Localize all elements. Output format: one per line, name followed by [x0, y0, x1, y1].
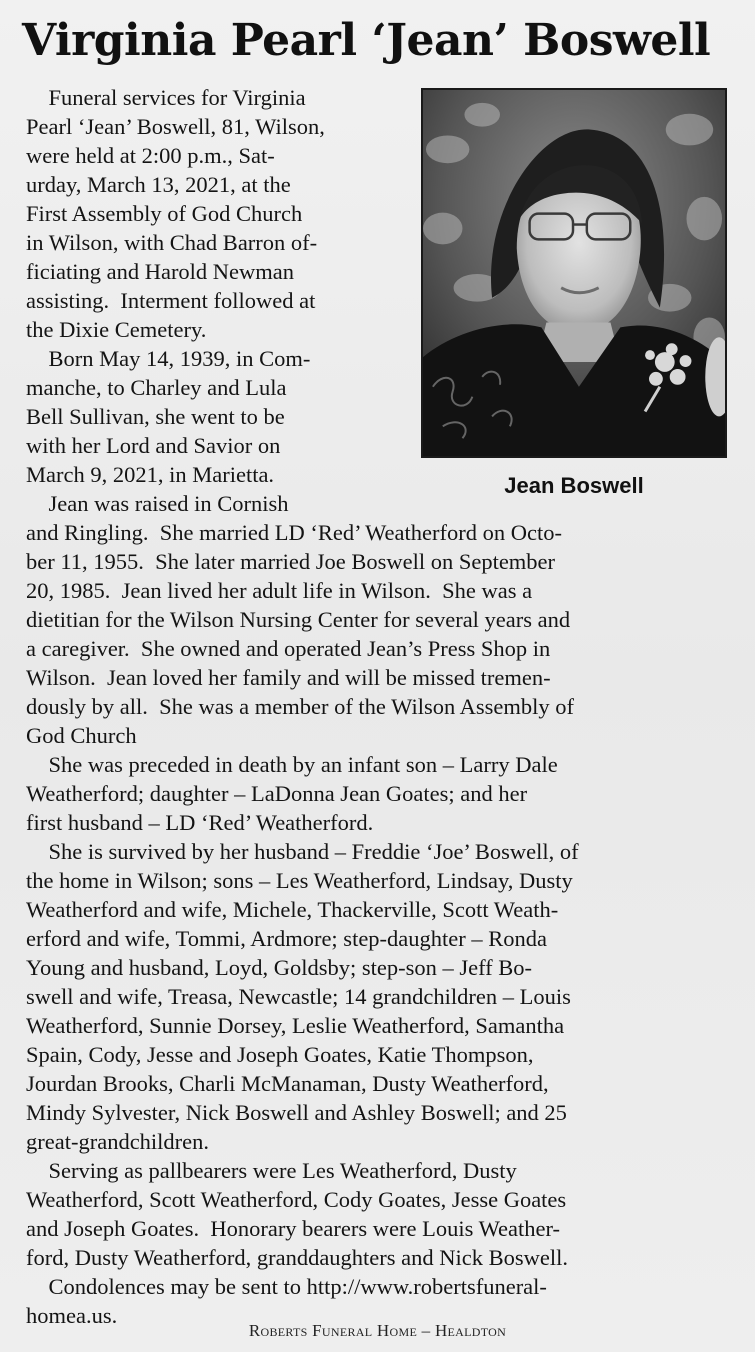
body-line: great-grandchildren.	[26, 1129, 210, 1154]
body-line: Born May 14, 1939, in Com-	[26, 346, 311, 371]
body-line: assisting. Interment followed at	[26, 288, 316, 313]
body-line: ficiating and Harold Newman	[26, 259, 295, 284]
body-line: Bell Sullivan, she went to be	[26, 404, 285, 429]
body-line: Weatherford, Scott Weatherford, Cody Goates, Jesse Goates	[26, 1187, 567, 1212]
body-line: Pearl ‘Jean’ Boswell, 81, Wilson,	[26, 114, 325, 139]
body-line: first husband – LD ‘Red’ Weatherford.	[26, 810, 374, 835]
body-line: Weatherford; daughter – LaDonna Jean Goates; and her	[26, 781, 528, 806]
obituary-headline: Virginia Pearl ‘Jean’ Boswell	[22, 15, 711, 66]
body-line: dietitian for the Wilson Nursing Center for several years and	[26, 607, 571, 632]
obituary-body	[26, 83, 579, 1330]
body-line: Weatherford, Sunnie Dorsey, Leslie Weatherford, Samantha	[26, 1013, 565, 1038]
body-line: Weatherford and wife, Michele, Thackerville, Scott Weath-	[26, 897, 559, 922]
body-line: swell and wife, Treasa, Newcastle; 14 grandchildren – Louis	[26, 984, 571, 1009]
body-line: Serving as pallbearers were Les Weatherford, Dusty	[26, 1158, 517, 1183]
body-line: homea.us.	[26, 1303, 118, 1328]
body-line: She was preceded in death by an infant son – Larry Dale	[26, 752, 558, 777]
body-line: Jourdan Brooks, Charli McManaman, Dusty Weatherford,	[26, 1071, 549, 1096]
body-line: God Church	[26, 723, 137, 748]
body-line: and Joseph Goates. Honorary bearers were Louis Weather-	[26, 1216, 561, 1241]
funeral-home-signature: Roberts Funeral Home – Healdton	[248, 1321, 507, 1340]
body-line: dously by all. She was a member of the Wilson Assembly of	[26, 694, 574, 719]
body-line: the home in Wilson; sons – Les Weatherford, Lindsay, Dusty	[26, 868, 573, 893]
body-line: March 9, 2021, in Marietta.	[26, 462, 275, 487]
body-line: ber 11, 1955. She later married Joe Boswell on September	[26, 549, 556, 574]
body-line: 20, 1985. Jean lived her adult life in Wilson. She was a	[26, 578, 533, 603]
body-line: Wilson. Jean loved her family and will be missed tremen-	[26, 665, 551, 690]
body-line: Young and husband, Loyd, Goldsby; step-son – Jeff Bo-	[26, 955, 533, 980]
body-line: She is survived by her husband – Freddie ‘Joe’ Boswell, of	[26, 839, 579, 864]
body-line: Funeral services for Virginia	[26, 85, 306, 110]
body-line: the Dixie Cemetery.	[26, 317, 207, 342]
body-line: manche, to Charley and Lula	[26, 375, 287, 400]
body-line: Mindy Sylvester, Nick Boswell and Ashley Boswell; and 25	[26, 1100, 567, 1125]
body-line: ford, Dusty Weatherford, granddaughters and Nick Boswell.	[26, 1245, 569, 1270]
body-line: erford and wife, Tommi, Ardmore; step-daughter – Ronda	[26, 926, 548, 951]
body-line: a caregiver. She owned and operated Jean’s Press Shop in	[26, 636, 551, 661]
body-line: urday, March 13, 2021, at the	[26, 172, 291, 197]
body-line: and Ringling. She married LD ‘Red’ Weatherford on Octo-	[26, 520, 562, 545]
body-line: Condolences may be sent to http://www.robertsfuneral-	[26, 1274, 547, 1299]
body-line: First Assembly of God Church	[26, 201, 303, 226]
body-line: in Wilson, with Chad Barron of-	[26, 230, 318, 255]
body-line: with her Lord and Savior on	[26, 433, 281, 458]
body-line: were held at 2:00 p.m., Sat-	[26, 143, 275, 168]
body-line: Spain, Cody, Jesse and Joseph Goates, Katie Thompson,	[26, 1042, 534, 1067]
body-line: Jean was raised in Cornish	[26, 491, 289, 516]
photo-caption: Jean Boswell	[504, 473, 644, 498]
